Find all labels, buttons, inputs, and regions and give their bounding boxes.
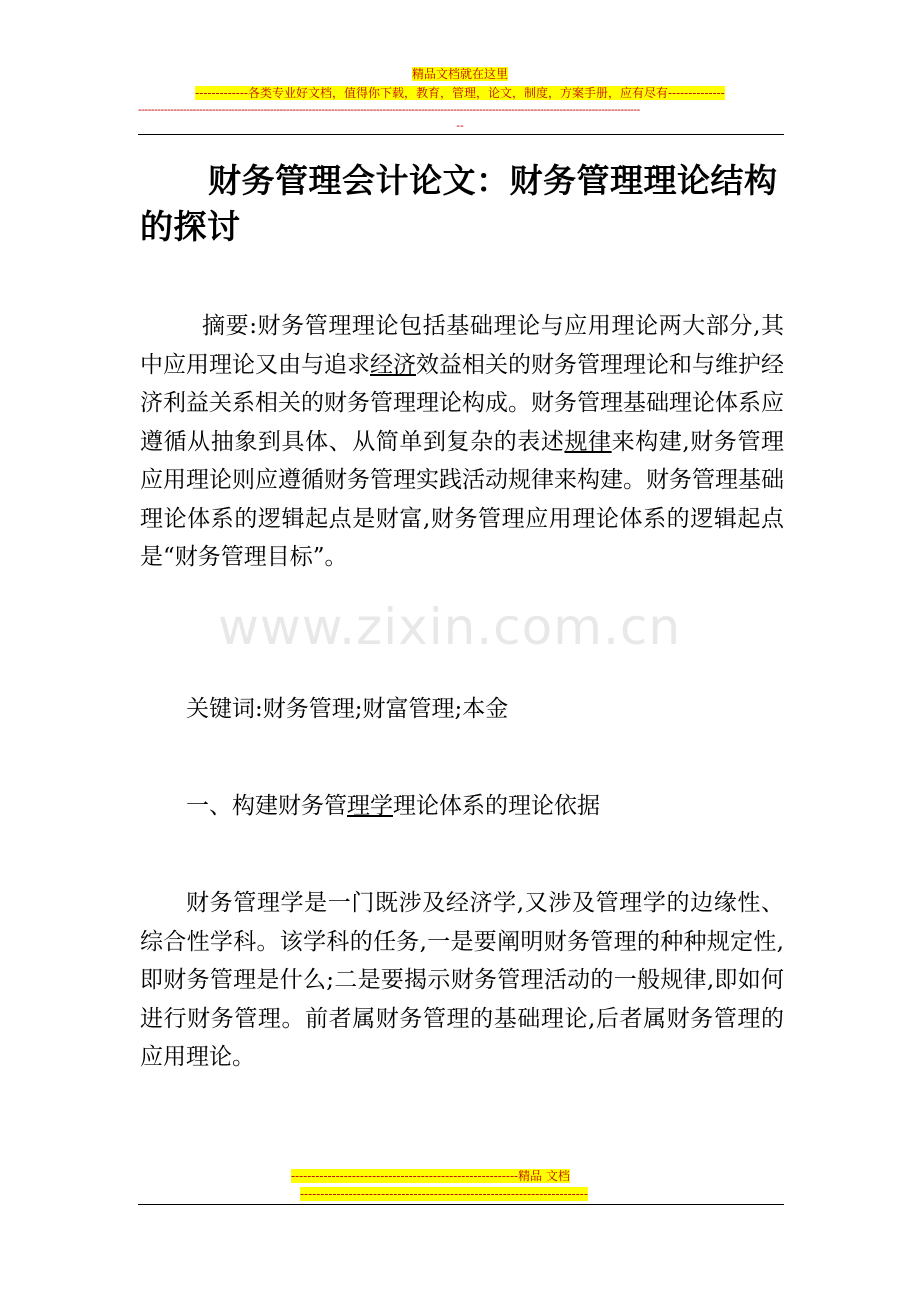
footer-label-text: --------------------------------------------------------精品 文档: [291, 1169, 570, 1183]
abstract-text-1: 摘要:财务管理理论包括基础理论与应用理论两大部分,其中应用理论又由与追求: [140, 313, 784, 378]
abstract-paragraph: [140, 307, 784, 577]
header-banner: [0, 85, 920, 101]
link-economy[interactable]: 经济: [370, 351, 416, 378]
link-law[interactable]: 规律: [564, 428, 612, 455]
section-heading-1: [140, 787, 784, 826]
header-dash-tail: --: [456, 119, 464, 132]
footer-divider: [138, 1204, 784, 1205]
watermark: www.zixin.com.cn: [218, 598, 682, 656]
footer-dash-text: -----------------------------------------------------------------------: [300, 1187, 588, 1201]
header-tagline-text: 精品文档就在这里: [411, 67, 508, 81]
footer-dash-line: [300, 1187, 620, 1201]
link-management-science[interactable]: 理学: [347, 793, 393, 819]
header-tagline: [0, 66, 920, 82]
abstract-text-2: 效益相关的财务管理理论和与维护经济利益关系相关的财务管理理论构成。财务管理基础理论体系应遵循从抽象到具体、从简单到复杂的表述: [140, 351, 784, 455]
footer-label: [291, 1168, 627, 1184]
header-divider: [138, 134, 784, 135]
abstract-text-3: 来构建,财务管理应用理论则应遵循财务管理实践活动规律来构建。财务管理基础理论体系的逻辑起点是财富,财务管理应用理论体系的逻辑起点是“财务管理目标”。: [140, 428, 785, 570]
header-dash-line: ------------------------------------------------------------------------------------------------------------------------------------------------------------: [138, 103, 640, 116]
document-title: 财务管理会计论文：财务管理理论结构的探讨: [140, 161, 778, 246]
body-paragraph: 财务管理学是一门既涉及经济学,又涉及管理学的边缘性、综合性学科。该学科的任务,一是要阐明财务管理的种种规定性,即财务管理是什么;二是要揭示财务管理活动的一般规律,即如何进行财务管理。前者属财务管理的基础理论,后者属财务管理的应用理论。: [140, 890, 784, 1070]
section-heading-text-1: 一、构建财务管: [186, 793, 347, 819]
header-banner-text: -------------各类专业好文档，值得你下载，教育，管理，论文，制度，方案手册，应有尽有--------------: [195, 86, 725, 100]
keywords-line: 关键词:财务管理;财富管理;本金: [186, 696, 509, 722]
section-heading-text-2: 理论体系的理论依据: [393, 793, 600, 819]
